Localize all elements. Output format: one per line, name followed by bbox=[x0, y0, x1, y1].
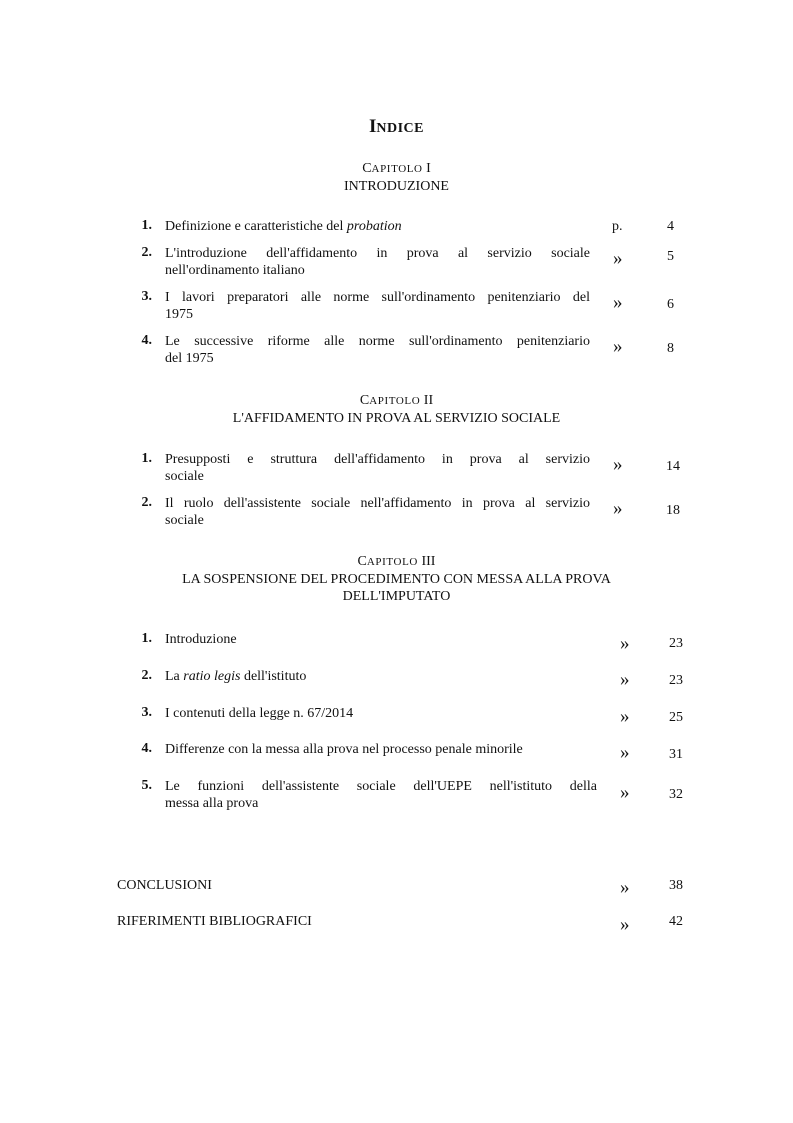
entry-text: RIFERIMENTI BIBLIOGRAFICI bbox=[117, 914, 312, 929]
chapter-title: LA SOSPENSIONE DEL PROCEDIMENTO CON MESSA ALLA PROVA bbox=[182, 572, 611, 587]
continuation-mark: » bbox=[613, 248, 623, 269]
continuation-mark: » bbox=[620, 877, 630, 898]
page-number: 31 bbox=[669, 747, 683, 762]
continuation-mark: » bbox=[620, 669, 630, 690]
chapter-2-header bbox=[0, 392, 793, 427]
continuation-mark: » bbox=[620, 633, 630, 654]
continuation-mark: » bbox=[620, 706, 630, 727]
chapter-label: CAPITOLO II bbox=[359, 393, 434, 408]
chapter-title: INTRODUZIONE bbox=[344, 179, 449, 194]
page-number: 18 bbox=[666, 503, 680, 518]
continuation-mark: » bbox=[620, 742, 630, 763]
continuation-mark: » bbox=[620, 914, 630, 935]
chapter-label: CAPITOLO I bbox=[362, 161, 431, 176]
toc-page: INDICE CAPITOLO I INTRODUZIONE 1. Definizione e caratteristiche del probation p. 4 2. L'introduzione dell'affidamento in prova al servizio sociale nell'ordinamento italiano » 5 3. I lavori preparatori alle norme sull'ordinamento penitenziario del 1975 » 6 4. Le successive riforme alle norme sull'ordinamento penitenziario del 1975 » 8 CAPITOLO II L'AFFIDAMENTO IN PROVA AL SERVIZIO SOCIALE 1. Presupposti e struttura dell'affidamento in prova al servizio sociale » 14 2. Il ruolo dell'assistente sociale nell'affidamento in prova al servizio sociale » 18 CAPITOLO III LA SOSPENSIONE DEL PROCEDIMENTO CON MESSA ALLA PROVA DELL'IMPUTATO 1. Introduzione » 23 2. La ratio legis dell'istituto » 23 3. I contenuti della legge n. 67/2014 » 25 4. Differenze con la messa alla prova nel processo penale minorile » 31 5. Le funzioni dell'assistente sociale dell'UEPE nell'istituto della messa alla prova » 32 CONCLUSIONI » 38 RIFERIMENTI BIBLIOGRAFICI » 42 bbox=[0, 0, 793, 1123]
page-number: 14 bbox=[666, 459, 680, 474]
continuation-mark: » bbox=[613, 292, 623, 313]
continuation-mark: » bbox=[613, 498, 623, 519]
continuation-mark: » bbox=[620, 782, 630, 803]
continuation-mark: » bbox=[613, 454, 623, 475]
entry-text: Definizione e caratteristiche del probation bbox=[165, 219, 402, 234]
continuation-mark: » bbox=[613, 336, 623, 357]
page-number: 5 bbox=[667, 249, 674, 264]
page-prefix: p. bbox=[612, 219, 623, 234]
page-title: INDICE bbox=[368, 116, 425, 137]
page-number: 6 bbox=[667, 297, 674, 312]
page-number: 23 bbox=[669, 636, 683, 651]
chapter-title: L'AFFIDAMENTO IN PROVA AL SERVIZIO SOCIALE bbox=[232, 411, 561, 426]
page-number: 23 bbox=[669, 673, 683, 688]
chapter-title-line-2: DELL'IMPUTATO bbox=[342, 589, 451, 604]
page-number: 38 bbox=[669, 878, 683, 893]
page-number: 32 bbox=[669, 787, 683, 802]
chapter-1-header bbox=[0, 160, 793, 195]
chapter-3-header bbox=[0, 553, 793, 605]
page-number: 42 bbox=[669, 914, 683, 929]
page-number: 25 bbox=[669, 710, 683, 725]
entry-text: La ratio legis dell'istituto bbox=[165, 669, 307, 684]
chapter-label: CAPITOLO III bbox=[357, 554, 436, 569]
page-number: 4 bbox=[667, 219, 674, 234]
page-number: 8 bbox=[667, 341, 674, 356]
entry-text: CONCLUSIONI bbox=[117, 878, 212, 893]
